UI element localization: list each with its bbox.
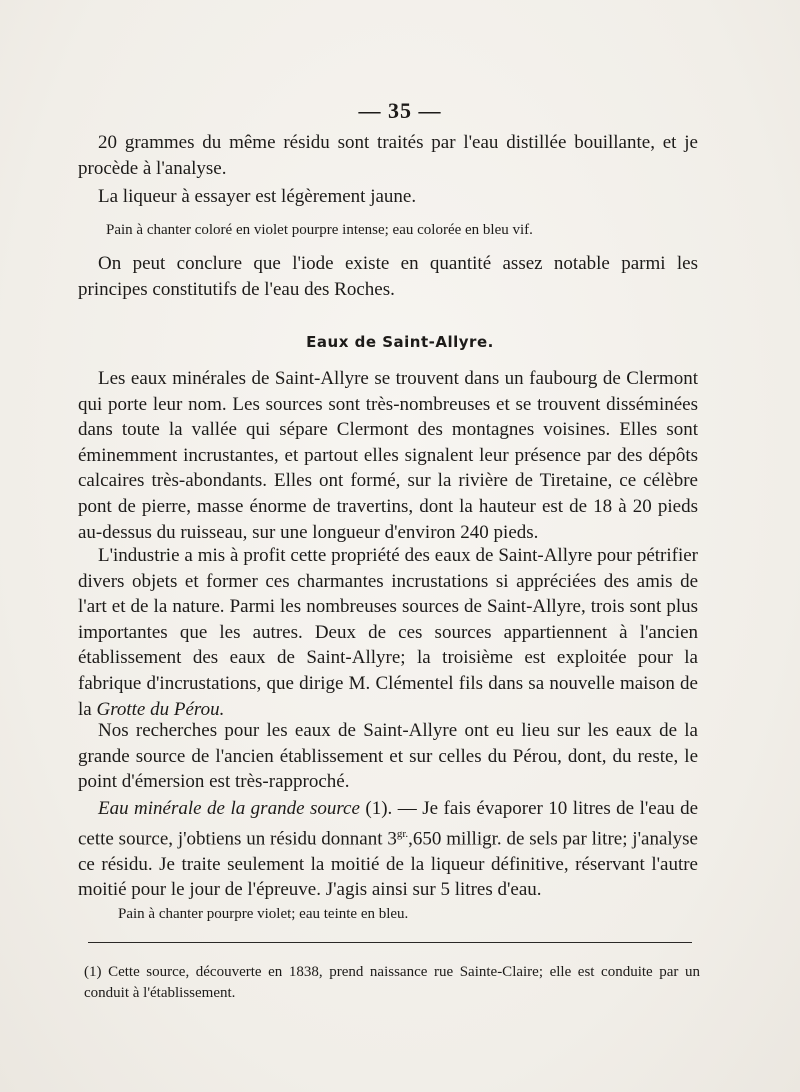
paragraph-text: [78, 796, 698, 903]
paragraph-grande-source: [78, 796, 698, 903]
paragraph-text-italic: Grotte du Pérou.: [96, 698, 225, 720]
paragraph-text: Nos recherches pour les eaux de Saint-Allyre ont eu lieu sur les eaux de la grande source de l'ancien établissement et sur celles du Pérou, dont, du reste, le point d'émersion est très-rapproché.: [78, 720, 698, 793]
paragraph-text: Les eaux minérales de Saint-Allyre se trouvent dans un faubourg de Clermont qui porte leur nom. Les sources sont très-nombreuses et se trouvent disséminées dans toute la vallée qui sépare Clermont des montagnes voisines. Elles sont éminemment incrustantes, et partout elles signalent leur présence par des dépôts calcaires très-abondants. Elles ont formé, sur la rivière de Tiretaine, ce célèbre pont de pierre, masse énorme de travertins, dont la hauteur est de 18 à 20 pieds au-dessus du ruisseau, sur une longueur d'environ 240 pieds.: [78, 368, 698, 543]
paragraph-saint-allyre-intro: [78, 366, 698, 545]
paragraph-text-main: L'industrie a mis à profit cette propriété des eaux de Saint-Allyre pour pétrifier divers objets et former ces charmantes incrustations si appréciées des amis de l'art et de la nature. Parmi les nombreuses sources de Saint-Allyre, trois sont plus importantes que les autres. Deux de ces sources appartiennent à l'ancien établissement des eaux de Saint-Allyre; la troisième est exploitée pour la fabrique d'incrustations, que dirige M. Clémentel fils dans sa nouvelle maison de la: [78, 545, 698, 720]
paragraph-text: La liqueur à essayer est légèrement jaune.: [98, 186, 417, 207]
paragraph-text-part-b: ,650 milligr. de sels par litre; j'analyse ce résidu. Je traite seulement la moitié de la liqueur définitive, réservant l'autre moitié pour le jour de l'épreuve. J'agis ainsi sur 5 litres d'eau.: [78, 827, 698, 901]
paragraph-title-italic: Eau minérale de la grande source: [98, 798, 360, 819]
unit-superscript: gr.: [396, 827, 409, 840]
paragraph-text: On peut conclure que l'iode existe en quantité assez notable parmi les principes constitutifs de l'eau des Roches.: [78, 253, 698, 300]
footnote-reference: (1).: [365, 798, 393, 819]
note-text: Pain à chanter pourpre violet; eau teinte en bleu.: [118, 906, 409, 922]
paragraph-text-part-a: — Je fais évaporer 10 litres de l'eau de cette source, j'obtiens un résidu donnant 3: [78, 798, 699, 849]
note-pain-a-chanter-1: [106, 220, 696, 240]
paragraph-recherches: [78, 718, 698, 795]
footnote-text: (1) Cette source, découverte en 1838, prend naissance rue Sainte-Claire; elle est conduite par un conduit à l'établissement.: [84, 964, 700, 1001]
paragraph-text: [78, 543, 698, 722]
note-pain-a-chanter-2: [118, 904, 696, 924]
section-heading: Eaux de Saint-Allyre.: [306, 333, 494, 351]
paragraph-conclusion-iode: [78, 251, 698, 302]
footnote-divider: [88, 942, 692, 943]
paragraph-text: 20 grammes du même résidu sont traités par l'eau distillée bouillante, et je procède à l'analyse.: [78, 132, 698, 179]
note-text: Pain à chanter coloré en violet pourpre intense; eau colorée en bleu vif.: [106, 222, 533, 238]
footnote: [84, 962, 700, 1004]
page-number: — 35 —: [358, 98, 442, 123]
paragraph-industrie: [78, 543, 698, 722]
paragraph-liqueur: [78, 184, 698, 210]
paragraph-residu: [78, 130, 698, 181]
